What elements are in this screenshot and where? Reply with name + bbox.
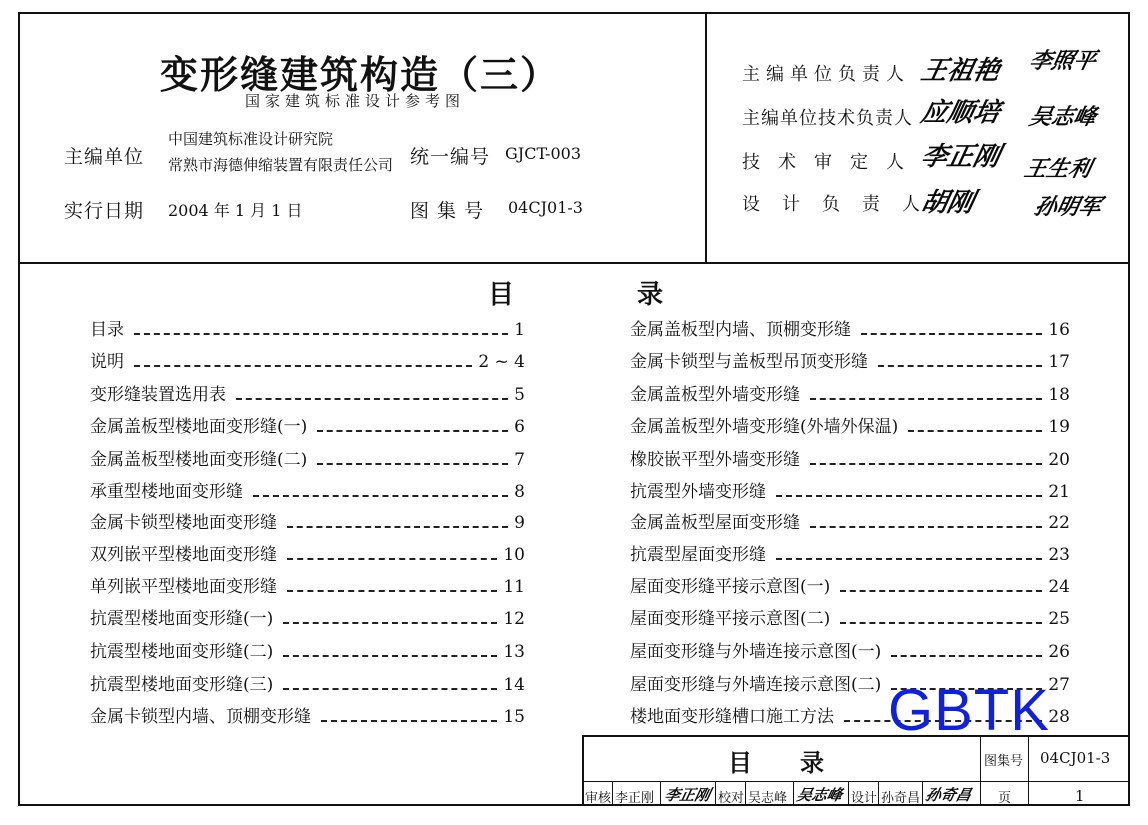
editor-unit-1: 中国建筑标准设计研究院: [168, 130, 334, 148]
toc-entry-title: 金属盖板型外墙变形缝: [630, 385, 800, 405]
signature-4b: 孙明军: [1031, 195, 1104, 220]
toc-entry-title: 承重型楼地面变形缝: [90, 482, 243, 502]
toc-entry-title: 抗震型屋面变形缝: [630, 545, 766, 565]
title-block-cell-divider: [848, 781, 849, 806]
title-block-cell-divider: [793, 781, 794, 806]
toc-entry-title: 单列嵌平型楼地面变形缝: [90, 577, 277, 597]
toc-entry[interactable]: [90, 380, 525, 404]
toc-entry-page: 19: [1048, 417, 1070, 437]
toc-entry-page: 2 ~ 4: [478, 352, 525, 372]
toc-heading-right: 录: [637, 280, 664, 310]
toc-entry-title: 屋面变形缝平接示意图(一): [630, 577, 831, 597]
responsible-label-3: 技术审定人: [742, 152, 922, 173]
toc-entry[interactable]: [90, 604, 525, 628]
toc-entry[interactable]: [90, 347, 525, 371]
toc-entry[interactable]: [630, 412, 1070, 436]
toc-entry[interactable]: [90, 412, 525, 436]
dotted-leader: [134, 333, 508, 335]
toc-entry-page: 9: [514, 513, 525, 533]
signature-1a: 王祖艳: [918, 56, 1003, 86]
toc-entry-title: 屋面变形缝与外墙连接示意图(二): [630, 675, 882, 695]
unified-code: GJCT-003: [505, 144, 581, 163]
title-block-atlas-number: 04CJ01-3: [1040, 749, 1111, 767]
toc-entry-title: 金属盖板型楼地面变形缝(一): [90, 417, 308, 437]
dotted-leader: [861, 333, 1042, 335]
toc-entry[interactable]: [90, 572, 525, 596]
toc-entry-title: 金属盖板型内墙、顶棚变形缝: [630, 320, 851, 340]
toc-entry-page: 10: [503, 545, 525, 565]
toc-entry[interactable]: [630, 347, 1070, 371]
atlas-title: 变形缝建筑构造（三）: [160, 52, 561, 97]
title-block-cell-divider: [745, 781, 746, 806]
check-signature: 吴志峰: [794, 786, 844, 804]
dotted-leader: [283, 655, 497, 657]
title-block-cell-divider: [660, 781, 661, 806]
title-block-col-divider: [1028, 735, 1029, 806]
toc-entry-page: 1: [514, 320, 525, 340]
title-block-name: 目 录: [728, 748, 824, 777]
header-vertical-divider: [705, 12, 707, 263]
title-block-row-divider: [582, 781, 1130, 782]
toc-entry-title: 金属卡锁型内墙、顶棚变形缝: [90, 707, 311, 727]
dotted-leader: [810, 463, 1042, 465]
toc-entry-page: 7: [514, 450, 525, 470]
toc-entry[interactable]: [630, 315, 1070, 339]
effective-date-label: 实行日期: [64, 200, 145, 222]
toc-entry[interactable]: [90, 670, 525, 694]
check-label: 校对: [718, 791, 745, 806]
toc-entry-page: 21: [1048, 482, 1070, 502]
toc-entry[interactable]: [90, 637, 525, 661]
toc-entry-page: 14: [503, 675, 525, 695]
design-label: 设计: [851, 791, 878, 806]
toc-entry[interactable]: [630, 572, 1070, 596]
toc-entry-title: 橡胶嵌平型外墙变形缝: [630, 450, 800, 470]
signature-1b: 李照平: [1026, 49, 1099, 74]
page-label: 页: [998, 791, 1012, 806]
header-divider: [18, 262, 1130, 264]
toc-entry[interactable]: [630, 445, 1070, 469]
design-name: 孙奇昌: [881, 791, 921, 806]
toc-entry-page: 26: [1048, 642, 1070, 662]
toc-entry[interactable]: [630, 477, 1070, 501]
page-number: 1: [1075, 787, 1085, 805]
toc-entry[interactable]: [90, 445, 525, 469]
toc-entry[interactable]: [90, 315, 525, 339]
dotted-leader: [878, 365, 1042, 367]
review-label: 审核: [585, 791, 612, 806]
toc-entry[interactable]: [630, 637, 1070, 661]
dotted-leader: [840, 622, 1042, 624]
design-signature: 孙奇昌: [923, 786, 973, 804]
toc-entry-page: 18: [1048, 385, 1070, 405]
check-name: 吴志峰: [748, 791, 788, 806]
dotted-leader: [840, 590, 1042, 592]
gbtk-watermark: GBTK: [888, 678, 1050, 743]
responsible-label-4: 设计负责人: [742, 194, 942, 215]
toc-entry-page: 16: [1048, 320, 1070, 340]
atlas-number: 04CJ01-3: [508, 198, 583, 217]
title-block-cell-divider: [715, 781, 716, 806]
toc-entry-page: 15: [503, 707, 525, 727]
atlas-subtitle: 国家建筑标准设计参考图: [245, 92, 466, 110]
toc-entry-page: 11: [503, 577, 525, 597]
toc-entry-page: 25: [1048, 609, 1070, 629]
toc-entry-title: 抗震型楼地面变形缝(二): [90, 642, 274, 662]
toc-entry-page: 23: [1048, 545, 1070, 565]
dotted-leader: [236, 398, 508, 400]
toc-entry-title: 抗震型楼地面变形缝(一): [90, 609, 274, 629]
toc-entry[interactable]: [630, 540, 1070, 564]
toc-entry-page: 5: [514, 385, 525, 405]
toc-entry-title: 抗震型楼地面变形缝(三): [90, 675, 274, 695]
responsible-label-1: 主编单位负责人: [742, 64, 910, 85]
title-block-cell-divider: [922, 781, 923, 806]
title-block-atlas-label: 图集号: [984, 754, 1024, 769]
toc-entry-page: 17: [1048, 352, 1070, 372]
effective-date: 2004 年 1 月 1 日: [168, 201, 303, 220]
toc-entry[interactable]: [90, 508, 525, 532]
title-block-cell-divider: [878, 781, 879, 806]
toc-entry-page: 6: [514, 417, 525, 437]
toc-entry[interactable]: [90, 477, 525, 501]
signature-2b: 吴志峰: [1026, 105, 1099, 130]
toc-entry-page: 28: [1048, 707, 1070, 727]
toc-heading-left: 目: [488, 280, 515, 310]
dotted-leader: [287, 590, 497, 592]
toc-entry-page: 13: [503, 642, 525, 662]
dotted-leader: [776, 495, 1042, 497]
toc-entry-title: 金属盖板型屋面变形缝: [630, 513, 800, 533]
dotted-leader: [810, 526, 1042, 528]
dotted-leader: [891, 655, 1042, 657]
dotted-leader: [317, 463, 508, 465]
toc-entry-title: 金属盖板型楼地面变形缝(二): [90, 450, 308, 470]
dotted-leader: [134, 365, 472, 367]
review-signature: 李正刚: [662, 786, 712, 804]
toc-entry[interactable]: [90, 540, 525, 564]
dotted-leader: [287, 558, 497, 560]
toc-entry-title: 金属卡锁型楼地面变形缝: [90, 513, 277, 533]
toc-entry-title: 楼地面变形缝槽口施工方法: [630, 707, 834, 727]
signature-3b: 王生利: [1021, 157, 1094, 182]
dotted-leader: [253, 495, 508, 497]
editor-label: 主编单位: [64, 146, 145, 168]
toc-entry-page: 20: [1048, 450, 1070, 470]
toc-entry[interactable]: [630, 380, 1070, 404]
toc-entry-title: 屋面变形缝与外墙连接示意图(一): [630, 642, 882, 662]
toc-entry-title: 双列嵌平型楼地面变形缝: [90, 545, 277, 565]
signature-2a: 应顺培: [918, 98, 1003, 128]
toc-entry-title: 金属卡锁型与盖板型吊顶变形缝: [630, 352, 868, 372]
dotted-leader: [317, 430, 508, 432]
responsible-label-2: 主编单位技术负责人: [742, 108, 913, 129]
toc-entry-page: 27: [1048, 675, 1070, 695]
title-block-cell-divider: [612, 781, 613, 806]
dotted-leader: [283, 688, 497, 690]
dotted-leader: [810, 398, 1042, 400]
atlas-number-label: 图 集 号: [410, 200, 485, 222]
toc-entry-page: 12: [503, 609, 525, 629]
editor-unit-2: 常熟市海德伸缩装置有限责任公司: [168, 156, 394, 174]
review-name: 李正刚: [615, 791, 655, 806]
signature-3a: 李正刚: [918, 142, 1003, 172]
signature-4a: 胡刚: [918, 188, 977, 218]
unified-code-label: 统一编号: [410, 146, 491, 168]
toc-entry[interactable]: [90, 702, 525, 726]
toc-entry-title: 目录: [90, 320, 124, 340]
toc-entry-title: 金属盖板型外墙变形缝(外墙外保温): [630, 417, 899, 437]
dotted-leader: [776, 558, 1042, 560]
toc-entry-title: 抗震型外墙变形缝: [630, 482, 766, 502]
dotted-leader: [287, 526, 508, 528]
toc-entry-page: 24: [1048, 577, 1070, 597]
toc-entry-title: 屋面变形缝平接示意图(二): [630, 609, 831, 629]
toc-entry-title: 说明: [90, 352, 124, 372]
toc-entry[interactable]: [630, 508, 1070, 532]
dotted-leader: [283, 622, 497, 624]
toc-entry-page: 22: [1048, 513, 1070, 533]
toc-entry-page: 8: [514, 482, 525, 502]
toc-entry[interactable]: [630, 604, 1070, 628]
title-block-col-divider: [980, 735, 981, 806]
dotted-leader: [321, 720, 497, 722]
dotted-leader: [908, 430, 1042, 432]
toc-entry-title: 变形缝装置选用表: [90, 385, 226, 405]
